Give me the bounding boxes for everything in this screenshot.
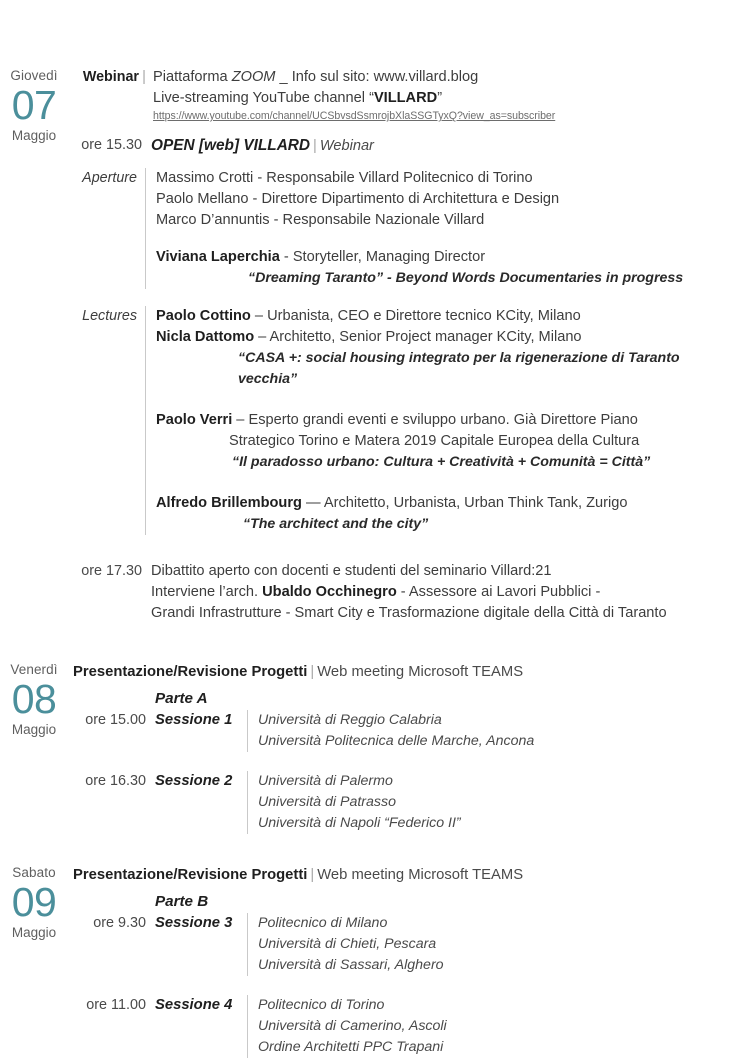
livestream-suffix: ” xyxy=(437,90,443,106)
aperture-vertical-rule xyxy=(145,168,146,289)
session-vertical-rule xyxy=(247,913,248,976)
date-column-09 xyxy=(0,865,68,1058)
day-number: 07 xyxy=(11,82,57,128)
speaker-role: Direttore Dipartimento di Architettura e Design xyxy=(261,191,560,207)
day-content-09 xyxy=(68,865,740,1058)
university-item: Università di Sassari, Alghero xyxy=(258,957,444,973)
lecture-group xyxy=(156,306,740,390)
session-time: ore 16.30 xyxy=(85,773,146,789)
university-item: Università di Napoli “Federico II” xyxy=(258,815,461,831)
day-of-week-label: Venerdì xyxy=(10,662,58,677)
lecturer-dash: – xyxy=(232,412,249,428)
webinar-header-row xyxy=(73,67,740,124)
parte-label: Parte B xyxy=(155,893,209,910)
university-item: Ordine Architetti PPC Trapani xyxy=(258,1039,444,1055)
session-time: ore 11.00 xyxy=(86,997,146,1013)
open-title-group xyxy=(151,135,740,157)
day-number: 09 xyxy=(11,879,57,925)
day-content-08 xyxy=(68,662,740,834)
university-item: Università Politecnica delle Marche, Ancona xyxy=(258,733,535,749)
month-label: Maggio xyxy=(11,925,57,940)
webinar-label: Webinar xyxy=(82,69,139,85)
debate-row xyxy=(73,561,740,624)
lecturer-name: Paolo Verri xyxy=(156,412,233,428)
lecturer-dash: – xyxy=(254,329,270,345)
session-row xyxy=(73,913,740,976)
presentation-platform: Web meeting Microsoft TEAMS xyxy=(317,867,524,883)
day-block-venerdi-08 xyxy=(0,624,740,834)
open-kind: Webinar xyxy=(319,138,374,154)
day-content-07 xyxy=(68,68,740,624)
day-of-week-label: Giovedì xyxy=(10,68,58,83)
platform-prefix: Piattaforma xyxy=(153,69,232,85)
session-vertical-rule xyxy=(247,995,248,1058)
date-column-07 xyxy=(0,68,68,624)
lecture-speaker xyxy=(156,493,740,514)
session-time: ore 9.30 xyxy=(93,915,146,931)
aperture-section xyxy=(73,168,740,289)
header-separator: | xyxy=(142,69,146,85)
session-universities xyxy=(258,995,740,1058)
lecture-quote: “The architect and the city” xyxy=(243,516,429,532)
session-label: Sessione 2 xyxy=(155,773,233,789)
lecture-speaker xyxy=(156,306,740,327)
debate-line-2 xyxy=(151,582,740,603)
open-title: OPEN [web] VILLARD xyxy=(151,137,311,154)
university-item: Università di Palermo xyxy=(258,773,393,789)
speaker-dash: - xyxy=(253,170,267,186)
presentation-header xyxy=(73,662,740,682)
lecturer-dash: – xyxy=(250,308,268,324)
lectures-label: Lectures xyxy=(82,308,137,324)
livestream-line xyxy=(153,88,740,109)
lecture-quote: “CASA +: social housing integrato per la rigenerazione di Taranto vecchia” xyxy=(238,350,680,387)
aperture-entries xyxy=(156,168,740,289)
open-villard-row xyxy=(73,135,740,157)
lectures-vertical-rule xyxy=(145,306,146,535)
debate-line-3: Grandi Infrastrutture - Smart City e Trasformazione digitale della Città di Taranto xyxy=(151,605,667,621)
lecturer-name: Paolo Cottino xyxy=(156,308,251,324)
platform-line xyxy=(153,67,740,88)
university-item: Università di Camerino, Ascoli xyxy=(258,1018,447,1034)
debate-prefix: Interviene l’arch. xyxy=(151,584,263,600)
speaker-dash: - xyxy=(248,191,262,207)
session-row xyxy=(73,995,740,1058)
open-title-line xyxy=(151,135,740,157)
session-label: Sessione 4 xyxy=(155,997,233,1013)
lecture-continuation: Strategico Torino e Matera 2019 Capitale Europea della Cultura xyxy=(229,433,640,449)
speaker-dash: - xyxy=(269,212,283,228)
lectures-section xyxy=(73,306,740,535)
highlight-role: Storyteller, Managing Director xyxy=(292,249,486,265)
speaker-role: Responsabile Nazionale Villard xyxy=(282,212,485,228)
livestream-channel: VILLARD xyxy=(373,90,438,106)
session-universities xyxy=(258,710,740,752)
lecturer-role: Architetto, Senior Project manager KCity, Milano xyxy=(269,329,582,345)
session-row xyxy=(73,771,740,834)
livestream-prefix: Live-streaming YouTube channel “ xyxy=(153,90,374,106)
lecture-speaker xyxy=(156,327,740,348)
session-universities xyxy=(258,913,740,976)
university-item: Politecnico di Torino xyxy=(258,997,385,1013)
aperture-highlight-entry xyxy=(156,247,740,268)
lecturer-name: Nicla Dattomo xyxy=(156,329,255,345)
university-item: Politecnico di Milano xyxy=(258,915,388,931)
presentation-platform: Web meeting Microsoft TEAMS xyxy=(317,664,524,680)
lecturer-dash: — xyxy=(301,495,324,511)
lectures-groups xyxy=(156,306,740,535)
highlight-dash: - xyxy=(279,249,293,265)
lecturer-role: Urbanista, CEO e Direttore tecnico KCity, Milano xyxy=(267,308,581,324)
session-vertical-rule xyxy=(247,771,248,834)
university-item: Università di Patrasso xyxy=(258,794,396,810)
open-time: ore 15.30 xyxy=(81,137,142,153)
lecture-group xyxy=(156,493,740,535)
aperture-entry xyxy=(156,210,740,231)
lecture-quote: “Il paradosso urbano: Cultura + Creatività + Comunità = Città” xyxy=(232,454,651,470)
aperture-entry xyxy=(156,189,740,210)
lecturer-name: Alfredo Brillembourg xyxy=(156,495,302,511)
month-label: Maggio xyxy=(11,722,57,737)
university-item: Università di Reggio Calabria xyxy=(258,712,442,728)
month-label: Maggio xyxy=(11,128,57,143)
session-label: Sessione 1 xyxy=(155,712,233,728)
presentation-header xyxy=(73,865,740,885)
day-number: 08 xyxy=(11,676,57,722)
speaker-role: Responsabile Villard Politecnico di Torino xyxy=(266,170,533,186)
presentation-separator: | xyxy=(310,867,315,883)
debate-suffix: - Assessore ai Lavori Pubblici - xyxy=(396,584,601,600)
lecture-group xyxy=(156,410,740,473)
session-label: Sessione 3 xyxy=(155,915,233,931)
session-vertical-rule xyxy=(247,710,248,752)
speaker-name: Massimo Crotti xyxy=(156,170,254,186)
platform-zoom: ZOOM xyxy=(231,69,276,85)
day-block-sabato-09 xyxy=(0,834,740,1058)
lecture-speaker xyxy=(156,410,740,431)
presentation-title: Presentazione/Revisione Progetti xyxy=(73,664,308,680)
highlight-quote: “Dreaming Taranto” - Beyond Words Documentaries in progress xyxy=(248,270,684,286)
debate-line-1: Dibattito aperto con docenti e studenti del seminario Villard:21 xyxy=(151,563,552,579)
lecturer-role: Esperto grandi eventi e sviluppo urbano. Già Direttore Piano xyxy=(248,412,638,428)
open-separator: | xyxy=(313,138,317,154)
webinar-header-text xyxy=(149,67,740,124)
parte-label: Parte A xyxy=(155,690,208,707)
debate-speaker-name: Ubaldo Occhinegro xyxy=(262,584,397,600)
presentation-title: Presentazione/Revisione Progetti xyxy=(73,867,308,883)
aperture-label: Aperture xyxy=(82,170,137,186)
platform-suffix: _ Info sul sito: www.villard.blog xyxy=(275,69,479,85)
session-time: ore 15.00 xyxy=(85,712,146,728)
university-item: Università di Chieti, Pescara xyxy=(258,936,437,952)
debate-time: ore 17.30 xyxy=(81,563,142,579)
date-column-08 xyxy=(0,662,68,834)
debate-content xyxy=(151,561,740,624)
session-universities xyxy=(258,771,740,834)
speaker-name: Marco D’annuntis xyxy=(156,212,270,228)
day-of-week-label: Sabato xyxy=(12,865,56,880)
speaker-name: Paolo Mellano xyxy=(156,191,249,207)
youtube-channel-link[interactable]: https://www.youtube.com/channel/UCSbvsdSsmrojbXlaSSGTyxQ?view_as=subscriber xyxy=(153,110,556,122)
session-row xyxy=(73,710,740,752)
highlight-speaker-name: Viviana Laperchia xyxy=(156,249,280,265)
lecturer-role: Architetto, Urbanista, Urban Think Tank, Zurigo xyxy=(323,495,628,511)
presentation-separator: | xyxy=(310,664,315,680)
aperture-entry xyxy=(156,168,740,189)
